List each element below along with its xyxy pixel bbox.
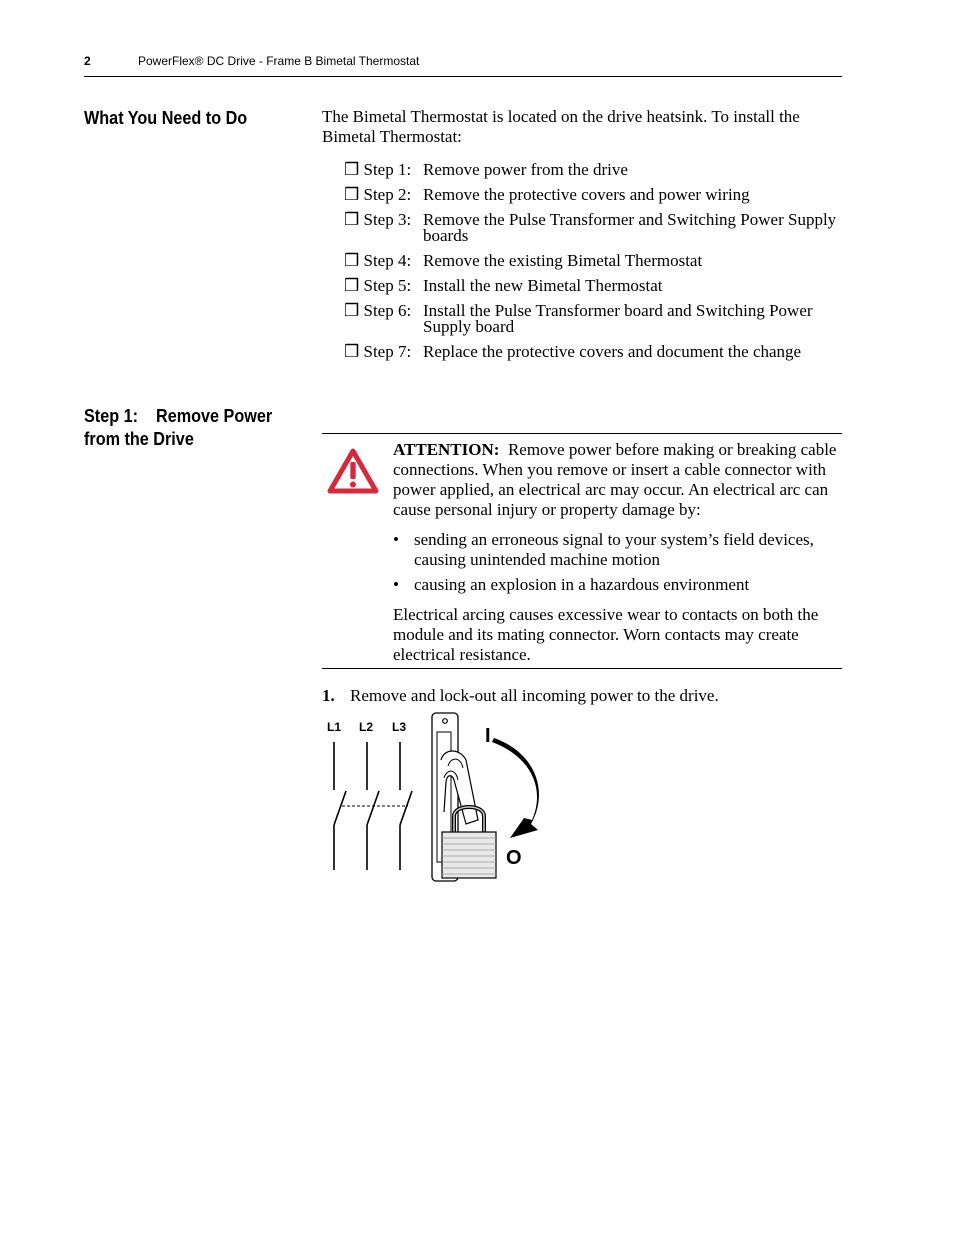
step-text: Remove the protective covers and power wiring <box>423 185 750 204</box>
step-text: Install the new Bimetal Thermostat <box>423 276 663 295</box>
step-number: ❒ Step 3: <box>344 210 412 229</box>
checkbox-icon: ❒ <box>344 342 360 361</box>
attention-box <box>322 433 842 669</box>
attention-label: ATTENTION: <box>393 440 500 459</box>
section-heading-what-you-need: What You Need to Do <box>84 108 248 128</box>
bullet-icon: • <box>393 530 399 549</box>
step-number: ❒ Step 2: <box>344 185 412 204</box>
list-item: • sending an erroneous signal to your system’s field devices, causing unintended machine motion <box>393 530 814 569</box>
checkbox-icon: ❒ <box>344 210 360 229</box>
lockout-figure <box>320 708 560 888</box>
step-number: ❒ Step 5: <box>344 276 412 295</box>
checkbox-icon: ❒ <box>344 185 360 204</box>
step-number: ❒ Step 4: <box>344 251 412 270</box>
step-number: ❒ Step 6: <box>344 301 412 320</box>
section-heading-remove-power: Step 1: Remove Power from the Drive <box>84 406 273 449</box>
attention-closing: Electrical arcing causes excessive wear to contacts on both the module and its mating connector. Worn contacts may create electrical resistance. <box>393 605 819 664</box>
step-text: Replace the protective covers and document the change <box>423 342 802 361</box>
attention-text: ATTENTION: Remove power before making or breaking cable connections. When you remove or insert a cable connector with power applied, an electrical arc may occur. An electrical arc can cause personal injury or property damage by: • sending an erroneous signal to your system’s field devices, causing unintended machine motion • causing an explosion in a hazardous environment Electrical arcing causes excessive wear to contacts on both the module and its mating connector. Worn contacts may create electrical resistance. <box>393 440 839 665</box>
checkbox-icon: ❒ <box>344 301 360 320</box>
step-text: Install the Pulse Transformer board and Switching Power Supply board <box>423 301 813 336</box>
warning-triangle-icon <box>327 448 379 494</box>
document-title: PowerFlex® DC Drive - Frame B Bimetal Thermostat <box>138 54 420 68</box>
step-number: ❒ Step 1: <box>344 160 412 179</box>
procedure-text: Remove and lock-out all incoming power to the drive. <box>350 686 719 705</box>
checkbox-icon: ❒ <box>344 160 360 179</box>
step-text: Remove power from the drive <box>423 160 628 179</box>
page-header <box>84 52 842 77</box>
procedure-step <box>322 686 842 706</box>
intro-paragraph: The Bimetal Thermostat is located on the drive heatsink. To install the Bimetal Thermostat: <box>322 107 800 146</box>
step-text: Remove the Pulse Transformer and Switching Power Supply boards <box>423 210 837 245</box>
procedure-number: 1. <box>322 686 335 705</box>
line-label-l3: L3 <box>392 720 407 734</box>
list-item: • causing an explosion in a hazardous environment <box>393 575 750 594</box>
checkbox-icon: ❒ <box>344 251 360 270</box>
line-label-l2: L2 <box>359 720 374 734</box>
disconnect-switch-icon <box>334 742 412 870</box>
attention-bullets <box>393 530 839 595</box>
step-text: Remove the existing Bimetal Thermostat <box>423 251 703 270</box>
bullet-icon: • <box>393 575 399 594</box>
page-number: 2 <box>84 54 91 68</box>
line-label-l1: L1 <box>327 720 342 734</box>
off-label: O <box>506 847 522 869</box>
rotation-arrow-icon <box>492 738 539 838</box>
on-label: I <box>485 725 491 747</box>
checkbox-icon: ❒ <box>344 276 360 295</box>
step-number: ❒ Step 7: <box>344 342 412 361</box>
